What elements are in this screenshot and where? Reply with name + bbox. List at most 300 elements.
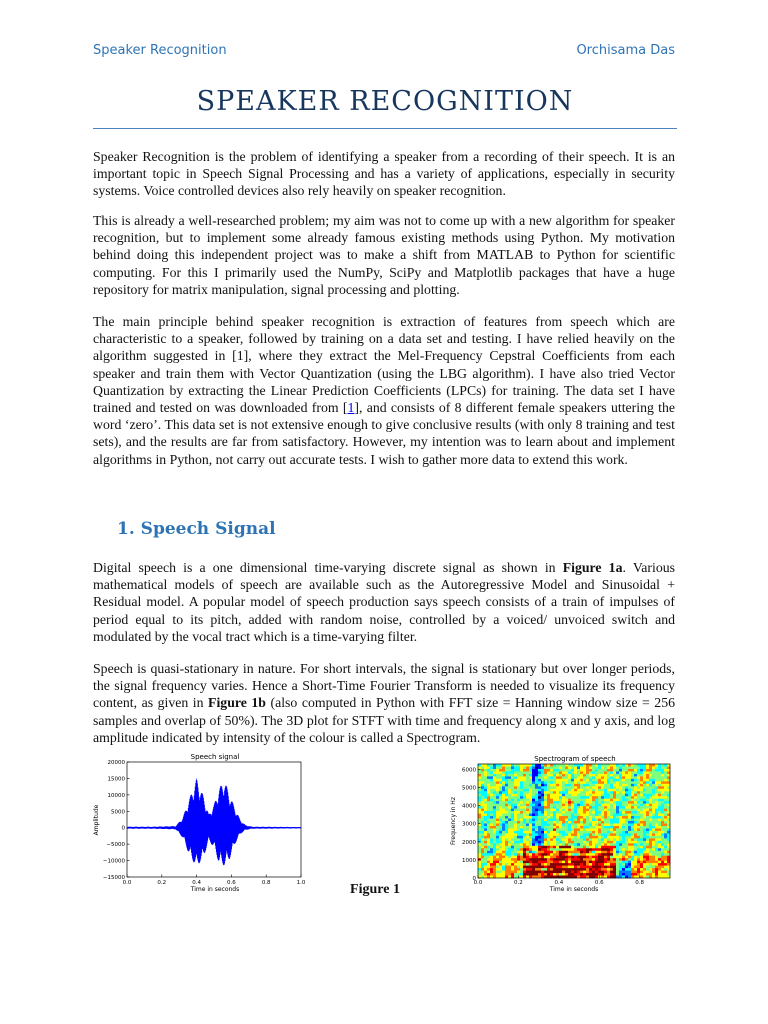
spectrogram-cell [505, 801, 508, 804]
spectrogram-cell [655, 858, 658, 861]
spectrogram-cell [586, 828, 589, 831]
spectrogram-cell [637, 833, 640, 836]
spectrogram-cell [559, 866, 562, 869]
spectrogram-cell [478, 828, 481, 831]
spectrogram-cell [646, 868, 649, 871]
spectrogram-cell [556, 866, 559, 869]
spectrogram-cell [517, 766, 520, 769]
spectrogram-cell [562, 809, 565, 812]
spectrogram-cell [637, 843, 640, 846]
spectrogram-cell [568, 846, 571, 849]
spectrogram-cell [628, 848, 631, 851]
reference-link[interactable]: 1 [347, 400, 355, 416]
spectrogram-cell [634, 804, 637, 807]
spectrogram-cell [538, 784, 541, 787]
spectrogram-cell [586, 853, 589, 856]
spectrogram-cell [595, 804, 598, 807]
spectrogram-cell [544, 858, 547, 861]
spectrogram-cell [583, 774, 586, 777]
spectrogram-cell [562, 873, 565, 876]
spectrogram-cell [535, 846, 538, 849]
title-underline [93, 128, 677, 129]
spectrogram-cell [541, 828, 544, 831]
spectrogram-cell [532, 828, 535, 831]
spectrogram-cell [553, 814, 556, 817]
spectrogram-cell [478, 806, 481, 809]
spectrogram-cell [589, 831, 592, 834]
spectrogram-cell [568, 809, 571, 812]
spectrogram-cell [547, 873, 550, 876]
spectrogram-cell [655, 779, 658, 782]
spectrogram-cell [613, 843, 616, 846]
spectrogram-cell [652, 799, 655, 802]
spectrogram-cell [490, 771, 493, 774]
spectrogram-cell [625, 794, 628, 797]
spectrogram-cell [517, 838, 520, 841]
spectrogram-cell [511, 843, 514, 846]
spectrogram-cell [592, 819, 595, 822]
spectrogram-cell [595, 861, 598, 864]
spectrogram-cell [580, 781, 583, 784]
spectrogram-cell [589, 774, 592, 777]
spectrogram-cell [502, 794, 505, 797]
spectrogram-cell [631, 789, 634, 792]
spectrogram-cell [538, 774, 541, 777]
spectrogram-cell [559, 858, 562, 861]
spectrogram-cell [622, 776, 625, 779]
spectrogram-cell [490, 789, 493, 792]
spectrogram-cell [508, 781, 511, 784]
spectrogram-cell [499, 826, 502, 829]
spectrogram-cell [499, 861, 502, 864]
spectrogram-cell [571, 858, 574, 861]
spectrogram-cell [577, 861, 580, 864]
spectrogram-cell [577, 821, 580, 824]
spectrogram-cell [658, 801, 661, 804]
spectrogram-cell [580, 809, 583, 812]
spectrogram-cell [601, 853, 604, 856]
spectrogram-cell [544, 871, 547, 874]
spectrogram-cell [664, 814, 667, 817]
spectrogram-cell [556, 848, 559, 851]
spectrogram-cell [541, 764, 544, 767]
spectrogram-cell [574, 809, 577, 812]
spectrogram-cell [580, 841, 583, 844]
spectrogram-cell [559, 838, 562, 841]
spectrogram-cell [544, 843, 547, 846]
spectrogram-cell [643, 866, 646, 869]
spectrogram-cell [607, 769, 610, 772]
spectrogram-cell [607, 843, 610, 846]
spectrogram-cell [631, 823, 634, 826]
spectrogram-cell [481, 856, 484, 859]
spectrogram-cell [589, 789, 592, 792]
spectrogram-cell [646, 809, 649, 812]
spectrogram-cell [613, 841, 616, 844]
spectrogram-cell [664, 811, 667, 814]
spectrogram-cell [622, 856, 625, 859]
spectrogram-cell [559, 779, 562, 782]
spectrogram-cell [652, 846, 655, 849]
spectrogram-cell [655, 774, 658, 777]
spectrogram-cell [493, 799, 496, 802]
spectrogram-cell [664, 781, 667, 784]
spectrogram-cell [520, 791, 523, 794]
spectrogram-cell [520, 861, 523, 864]
spectrogram-cell [481, 826, 484, 829]
spectrogram-cell [634, 871, 637, 874]
spectrogram-cell [532, 789, 535, 792]
spectrogram-cell [586, 826, 589, 829]
spectrogram-cell [592, 828, 595, 831]
spectrogram-cell [649, 806, 652, 809]
spectrogram-cell [646, 816, 649, 819]
spectrogram-cell [532, 764, 535, 767]
spectrogram-cell [547, 809, 550, 812]
spectrogram-cell [589, 851, 592, 854]
spectrogram-cell [547, 871, 550, 874]
spectrogram-cell [655, 826, 658, 829]
spectrogram-cell [559, 861, 562, 864]
spectrogram-cell [643, 774, 646, 777]
spectrogram-cell [580, 861, 583, 864]
spectrogram-cell [661, 794, 664, 797]
spectrogram-cell [499, 836, 502, 839]
spectrogram-cell [610, 791, 613, 794]
spectrogram-cell [517, 781, 520, 784]
spectrogram-cell [535, 769, 538, 772]
spectrogram-cell [520, 776, 523, 779]
spectrogram-cell [643, 794, 646, 797]
spectrogram-cell [661, 801, 664, 804]
spectrogram-cell [496, 848, 499, 851]
spectrogram-cell [625, 873, 628, 876]
spectrogram-cell [598, 789, 601, 792]
spectrogram-cell [655, 838, 658, 841]
spectrogram-cell [481, 794, 484, 797]
spectrogram-cell [637, 776, 640, 779]
spectrogram-cell [646, 794, 649, 797]
spectrogram-cell [544, 806, 547, 809]
spectrogram-cell [526, 853, 529, 856]
spectrogram-cell [571, 801, 574, 804]
speech-x-tick-label: 0.0 [122, 880, 132, 886]
spectrogram-cell [526, 848, 529, 851]
spectrogram-cell [562, 831, 565, 834]
spectrogram-cell [586, 786, 589, 789]
spectrogram-cell [613, 853, 616, 856]
spectrogram-cell [607, 811, 610, 814]
spectrogram-cell [598, 764, 601, 767]
spectrogram-cell [493, 816, 496, 819]
spectrogram-cell [571, 848, 574, 851]
spectrogram-cell [526, 769, 529, 772]
spectrogram-cell [562, 801, 565, 804]
spectrogram-cell [499, 816, 502, 819]
spectrogram-cell [610, 769, 613, 772]
spectrogram-cell [610, 848, 613, 851]
spectrogram-cell [517, 791, 520, 794]
spectrogram-cell [508, 873, 511, 876]
spectrogram-cell [571, 838, 574, 841]
spectrogram-cell [505, 784, 508, 787]
spectrogram-cell [520, 863, 523, 866]
spectrogram-cell [622, 769, 625, 772]
spectrogram-cell [637, 789, 640, 792]
spectrogram-cell [652, 838, 655, 841]
spectrogram-cell [541, 784, 544, 787]
spectrogram-cell [628, 809, 631, 812]
spectrogram-cell [511, 801, 514, 804]
spectrogram-cell [574, 871, 577, 874]
spectrogram-cell [598, 811, 601, 814]
spectrogram-cell [607, 868, 610, 871]
spectrogram-cell [604, 853, 607, 856]
spectrogram-cell [655, 764, 658, 767]
spectrogram-cell [559, 848, 562, 851]
spectrogram-cell [634, 791, 637, 794]
spectrogram-cell [556, 868, 559, 871]
spectrogram-cell [583, 799, 586, 802]
spectrogram-cell [556, 776, 559, 779]
spectrogram-cell [523, 806, 526, 809]
spectrogram-cell [541, 801, 544, 804]
spectrogram-cell [598, 851, 601, 854]
spectrogram-cell [514, 811, 517, 814]
spectrogram-cell [661, 851, 664, 854]
spectrogram-cell [574, 814, 577, 817]
spectrogram-cell [502, 779, 505, 782]
spectrogram-cell [634, 836, 637, 839]
spectrogram-cell [601, 804, 604, 807]
spectrogram-cell [496, 796, 499, 799]
spectrogram-cell [625, 871, 628, 874]
spectrogram-cell [556, 851, 559, 854]
spectrogram-cell [493, 868, 496, 871]
spectrogram-cell [547, 784, 550, 787]
spectrogram-cell [547, 774, 550, 777]
spectrogram-cell [550, 858, 553, 861]
speech-y-tick-label: 15000 [107, 776, 125, 783]
spectrogram-cell [595, 766, 598, 769]
spectrogram-cell [652, 776, 655, 779]
spectrogram-cell [598, 809, 601, 812]
spectrogram-cell [652, 791, 655, 794]
spectrogram-cell [565, 853, 568, 856]
spectrogram-cell [640, 826, 643, 829]
spectrogram-cell [574, 833, 577, 836]
spectrogram-cell [493, 786, 496, 789]
spectrogram-cell [490, 838, 493, 841]
spectrogram-cell [556, 781, 559, 784]
spectrogram-y-tick-label: 1000 [462, 857, 476, 864]
spectrogram-cell [526, 843, 529, 846]
spectrogram-cell [601, 873, 604, 876]
spectrogram-cell [502, 826, 505, 829]
spectrogram-cell [643, 821, 646, 824]
spectrogram-cell [502, 846, 505, 849]
spectrogram-cell [613, 821, 616, 824]
spectrogram-cell [598, 823, 601, 826]
spectrogram-cell [517, 809, 520, 812]
spectrogram-cell [493, 804, 496, 807]
spectrogram-cell [556, 826, 559, 829]
spectrogram-cell [499, 873, 502, 876]
spectrogram-cell [529, 868, 532, 871]
spectrogram-cell [631, 841, 634, 844]
spectrogram-cell [565, 811, 568, 814]
spectrogram-cell [580, 838, 583, 841]
spectrogram-cell [541, 841, 544, 844]
spectrogram-cell [664, 851, 667, 854]
spectrogram-cell [625, 811, 628, 814]
spectrogram-cell [556, 799, 559, 802]
spectrogram-cell [574, 843, 577, 846]
spectrogram-cell [493, 843, 496, 846]
spectrogram-cell [511, 771, 514, 774]
spectrogram-cell [517, 836, 520, 839]
spectrogram-cell [517, 799, 520, 802]
spectrogram-cell [547, 791, 550, 794]
spectrogram-cell [658, 823, 661, 826]
spectrogram-cell [508, 871, 511, 874]
spectrogram-cell [637, 823, 640, 826]
spectrogram-cell [493, 863, 496, 866]
speech-x-tick-label: 0.6 [227, 880, 236, 886]
spectrogram-cell [631, 801, 634, 804]
spectrogram-cell [553, 781, 556, 784]
spectrogram-cell [574, 801, 577, 804]
spectrogram-cell [532, 873, 535, 876]
spectrogram-cell [580, 831, 583, 834]
spectrogram-cell [505, 856, 508, 859]
spectrogram-cell [601, 779, 604, 782]
spectrogram-cell [487, 846, 490, 849]
spectrogram-cell [577, 814, 580, 817]
spectrogram-cell [616, 868, 619, 871]
spectrogram-cell [577, 823, 580, 826]
spectrogram-cell [511, 784, 514, 787]
spectrogram-cell [541, 848, 544, 851]
spectrogram-cell [496, 791, 499, 794]
spectrogram-cell [544, 861, 547, 864]
spectrogram-cell [643, 873, 646, 876]
spectrogram-cell [592, 786, 595, 789]
spectrogram-cell [601, 769, 604, 772]
spectrogram-cell [619, 823, 622, 826]
spectrogram-cell [523, 804, 526, 807]
spectrogram-cell [652, 774, 655, 777]
spectrogram-cell [487, 764, 490, 767]
spectrogram-cell [652, 861, 655, 864]
spectrogram-cell [481, 774, 484, 777]
spectrogram-cell [535, 851, 538, 854]
spectrogram-cell [628, 873, 631, 876]
spectrogram-cell [619, 866, 622, 869]
spectrogram-cell [601, 836, 604, 839]
spectrogram-cell [580, 816, 583, 819]
spectrogram-cell [652, 871, 655, 874]
spectrogram-cell [484, 836, 487, 839]
spectrogram-cell [604, 826, 607, 829]
spectrogram-cell [574, 821, 577, 824]
running-header-title: Speaker Recognition [93, 43, 227, 58]
spectrogram-cell [574, 774, 577, 777]
spectrogram-cell [643, 764, 646, 767]
spectrogram-cell [589, 856, 592, 859]
spectrogram-cell [508, 801, 511, 804]
spectrogram-cell [574, 841, 577, 844]
spectrogram-cell [487, 841, 490, 844]
spectrogram-cell [496, 814, 499, 817]
spectrogram-cell [574, 764, 577, 767]
spectrogram-cell [526, 821, 529, 824]
spectrogram-cell [565, 821, 568, 824]
spectrogram-cell [613, 866, 616, 869]
spectrogram-cell [595, 866, 598, 869]
spectrogram-cell [511, 858, 514, 861]
spectrogram-cell [586, 871, 589, 874]
spectrogram-cell [490, 766, 493, 769]
spectrogram-cell [604, 863, 607, 866]
spectrogram-cell [655, 809, 658, 812]
spectrogram-cell [658, 848, 661, 851]
spectrogram-cell [493, 851, 496, 854]
spectrogram-cell [547, 781, 550, 784]
spectrogram-cell [478, 861, 481, 864]
spectrogram-cell [514, 799, 517, 802]
spectrogram-cell [580, 796, 583, 799]
figure-caption: Figure 1 [350, 882, 400, 897]
spectrogram-cell [562, 826, 565, 829]
spectrogram-cell [478, 873, 481, 876]
spectrogram-cell [577, 851, 580, 854]
spectrogram-cell [514, 863, 517, 866]
spectrogram-cell [508, 828, 511, 831]
spectrogram-cell [583, 811, 586, 814]
spectrogram-cell [649, 796, 652, 799]
spectrogram-cell [532, 801, 535, 804]
spectrogram-cell [613, 826, 616, 829]
spectrogram-cell [601, 866, 604, 869]
spectrogram-cell [592, 766, 595, 769]
spectrogram-cell [661, 791, 664, 794]
spectrogram-cell [511, 774, 514, 777]
spectrogram-cell [508, 833, 511, 836]
spectrogram-cell [538, 863, 541, 866]
spectrogram-cell [556, 831, 559, 834]
spectrogram-cell [646, 823, 649, 826]
spectrogram-cell [559, 781, 562, 784]
spectrogram-cell [583, 779, 586, 782]
spectrogram-cell [655, 856, 658, 859]
spectrogram-cell [619, 811, 622, 814]
spectrogram-cell [580, 871, 583, 874]
spectrogram-cell [565, 838, 568, 841]
spectrogram-cell [619, 781, 622, 784]
spectrogram-cell [565, 863, 568, 866]
spectrogram-cell [646, 799, 649, 802]
spectrogram-cell [502, 848, 505, 851]
spectrogram-cell [532, 819, 535, 822]
spectrogram-cell [478, 821, 481, 824]
spectrogram-cell [631, 846, 634, 849]
spectrogram-cell [568, 784, 571, 787]
spectrogram-cell [640, 871, 643, 874]
spectrogram-cell [541, 856, 544, 859]
spectrogram-cell [541, 843, 544, 846]
spectrogram-cell [661, 836, 664, 839]
